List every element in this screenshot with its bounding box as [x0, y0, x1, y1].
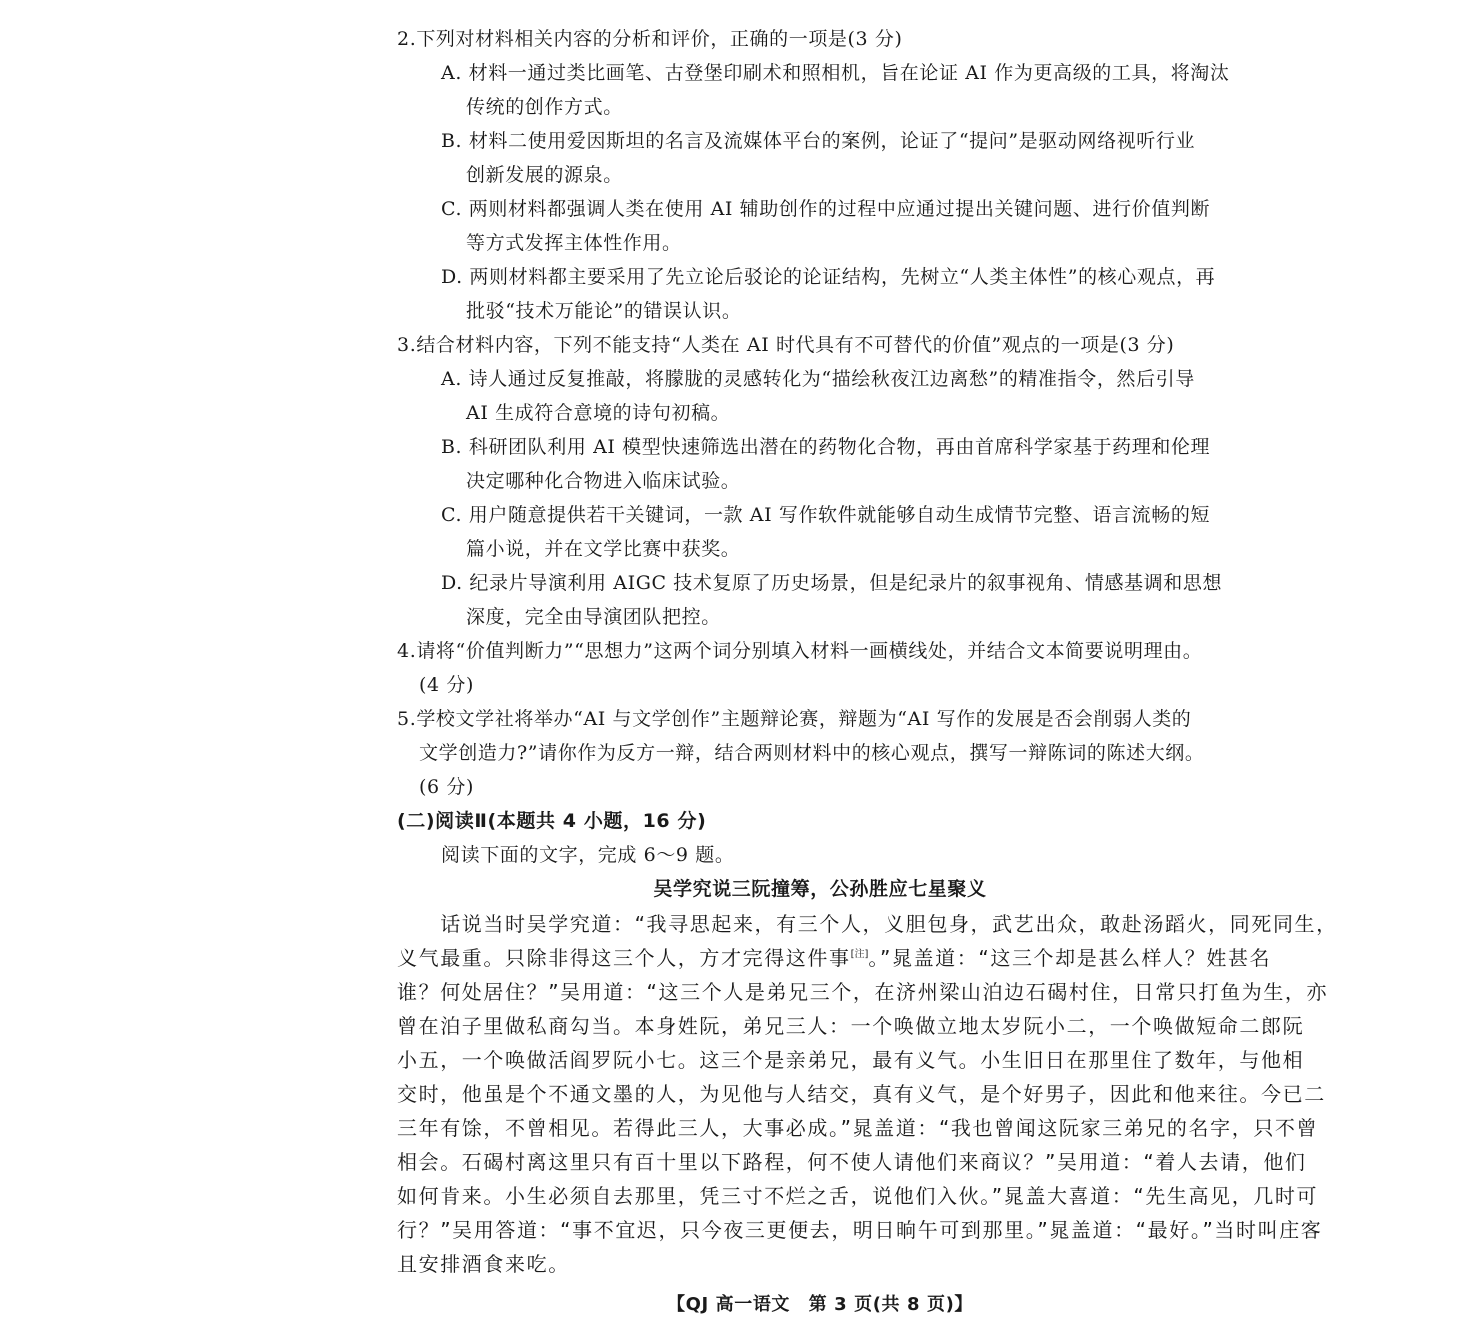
passage-line: 话说当时吴学究道：“我寻思起来，有三个人，义胆包身，武艺出众，敢赴汤蹈火，同死同生，	[397, 912, 1338, 936]
section-instruction: 阅读下面的文字，完成 6～9 题。	[441, 844, 735, 866]
passage-line: 相会。石碣村离这里只有百十里以下路程，何不使人请他们来商议？”吴用道：“着人去请，他们	[397, 1150, 1307, 1174]
passage-line: 三年有馀，不曾相见。若得此三人，大事必成。”晁盖道：“我也曾闻这阮家三弟兄的名字，只不曾	[397, 1116, 1319, 1140]
passage-line: 行？”吴用答道：“事不宜迟，只今夜三更便去，明日晌午可到那里。”晁盖道：“最好。”当时叫庄客	[397, 1218, 1323, 1242]
question-2-stem: 2.下列对材料相关内容的分析和评价，正确的一项是(3 分)	[397, 28, 903, 50]
question-5-stem: 5.学校文学社将举办“AI 与文学创作”主题辩论赛，辩题为“AI 写作的发展是否会削弱人类的	[397, 708, 1192, 730]
passage-line: 且安排酒食来吃。	[397, 1252, 570, 1276]
page-footer: 【QJ 高一语文 第 3 页(共 8 页)】	[666, 1294, 974, 1315]
q2-option-d: D. 两则材料都主要采用了先立论后驳论的论证结构，先树立“人类主体性”的核心观点，再	[441, 266, 1216, 288]
passage-text: 义气最重。只除非得这三个人，方才完得这件事	[397, 946, 851, 970]
question-4-stem: 4.请将“价值判断力”“思想力”这两个词分别填入材料一画横线处，并结合文本简要说明理由。	[397, 640, 1203, 662]
question-5-cont: 文学创造力?”请你作为反方一辩，结合两则材料中的核心观点，撰写一辩陈词的陈述大纲。	[419, 742, 1205, 764]
q3-option-c-cont: 篇小说，并在文学比赛中获奖。	[466, 538, 741, 560]
passage-title: 吴学究说三阮撞筹，公孙胜应七星聚义	[653, 878, 987, 900]
q3-option-a-cont: AI 生成符合意境的诗句初稿。	[466, 402, 731, 424]
passage-line: 曾在泊子里做私商勾当。本身姓阮，弟兄三人：一个唤做立地太岁阮小二，一个唤做短命二郎阮	[397, 1014, 1305, 1038]
q2-option-d-cont: 批驳“技术万能论”的错误认识。	[466, 300, 742, 322]
q2-option-a: A. 材料一通过类比画笔、古登堡印刷术和照相机，旨在论证 AI 作为更高级的工具，将淘汰	[441, 62, 1230, 84]
passage-line: 如何肯来。小生必须自去那里，凭三寸不烂之舌，说他们入伙。”晁盖大喜道：“先生高见，几时可	[397, 1184, 1319, 1208]
q3-option-a: A. 诗人通过反复推敲，将朦胧的灵感转化为“描绘秋夜江边离愁”的精准指令，然后引导	[441, 368, 1195, 390]
passage-text: 。”晁盖道：“这三个却是甚么样人？姓甚名	[868, 946, 1272, 970]
question-3-stem: 3.结合材料内容，下列不能支持“人类在 AI 时代具有不可替代的价值”观点的一项是(3 分)	[397, 334, 1175, 356]
q2-option-b-cont: 创新发展的源泉。	[466, 164, 623, 186]
q3-option-d: D. 纪录片导演利用 AIGC 技术复原了历史场景，但是纪录片的叙事视角、情感基调和思想	[441, 572, 1223, 594]
passage-line: 谁？何处居住？”吴用道：“这三个人是弟兄三个，在济州梁山泊边石碣村住，日常只打鱼为生，亦	[397, 980, 1329, 1004]
question-4-score: (4 分)	[419, 674, 474, 696]
q3-option-c: C. 用户随意提供若干关键词，一款 AI 写作软件就能够自动生成情节完整、语言流畅的短	[441, 504, 1211, 526]
q3-option-b: B. 科研团队利用 AI 模型快速筛选出潜在的药物化合物，再由首席科学家基于药理和伦理	[441, 436, 1211, 458]
q2-option-b: B. 材料二使用爱因斯坦的名言及流媒体平台的案例，论证了“提问”是驱动网络视听行业	[441, 130, 1196, 152]
question-5-score: (6 分)	[419, 776, 474, 798]
section-heading: (二)阅读Ⅱ(本题共 4 小题，16 分)	[397, 810, 707, 832]
passage-line: 交时，他虽是个不通文墨的人，为见他与人结交，真有义气，是个好男子，因此和他来往。今已二	[397, 1082, 1326, 1106]
passage-line	[397, 948, 1271, 968]
q2-option-c: C. 两则材料都强调人类在使用 AI 辅助创作的过程中应通过提出关键问题、进行价值判断	[441, 198, 1211, 220]
q3-option-b-cont: 决定哪种化合物进入临床试验。	[466, 470, 741, 492]
passage-line: 小五，一个唤做活阎罗阮小七。这三个是亲弟兄，最有义气。小生旧日在那里住了数年，与他相	[397, 1048, 1305, 1072]
q2-option-a-cont: 传统的创作方式。	[466, 96, 623, 118]
q3-option-d-cont: 深度，完全由导演团队把控。	[466, 606, 721, 628]
footnote-marker: [注]	[850, 949, 869, 960]
q2-option-c-cont: 等方式发挥主体性作用。	[466, 232, 682, 254]
